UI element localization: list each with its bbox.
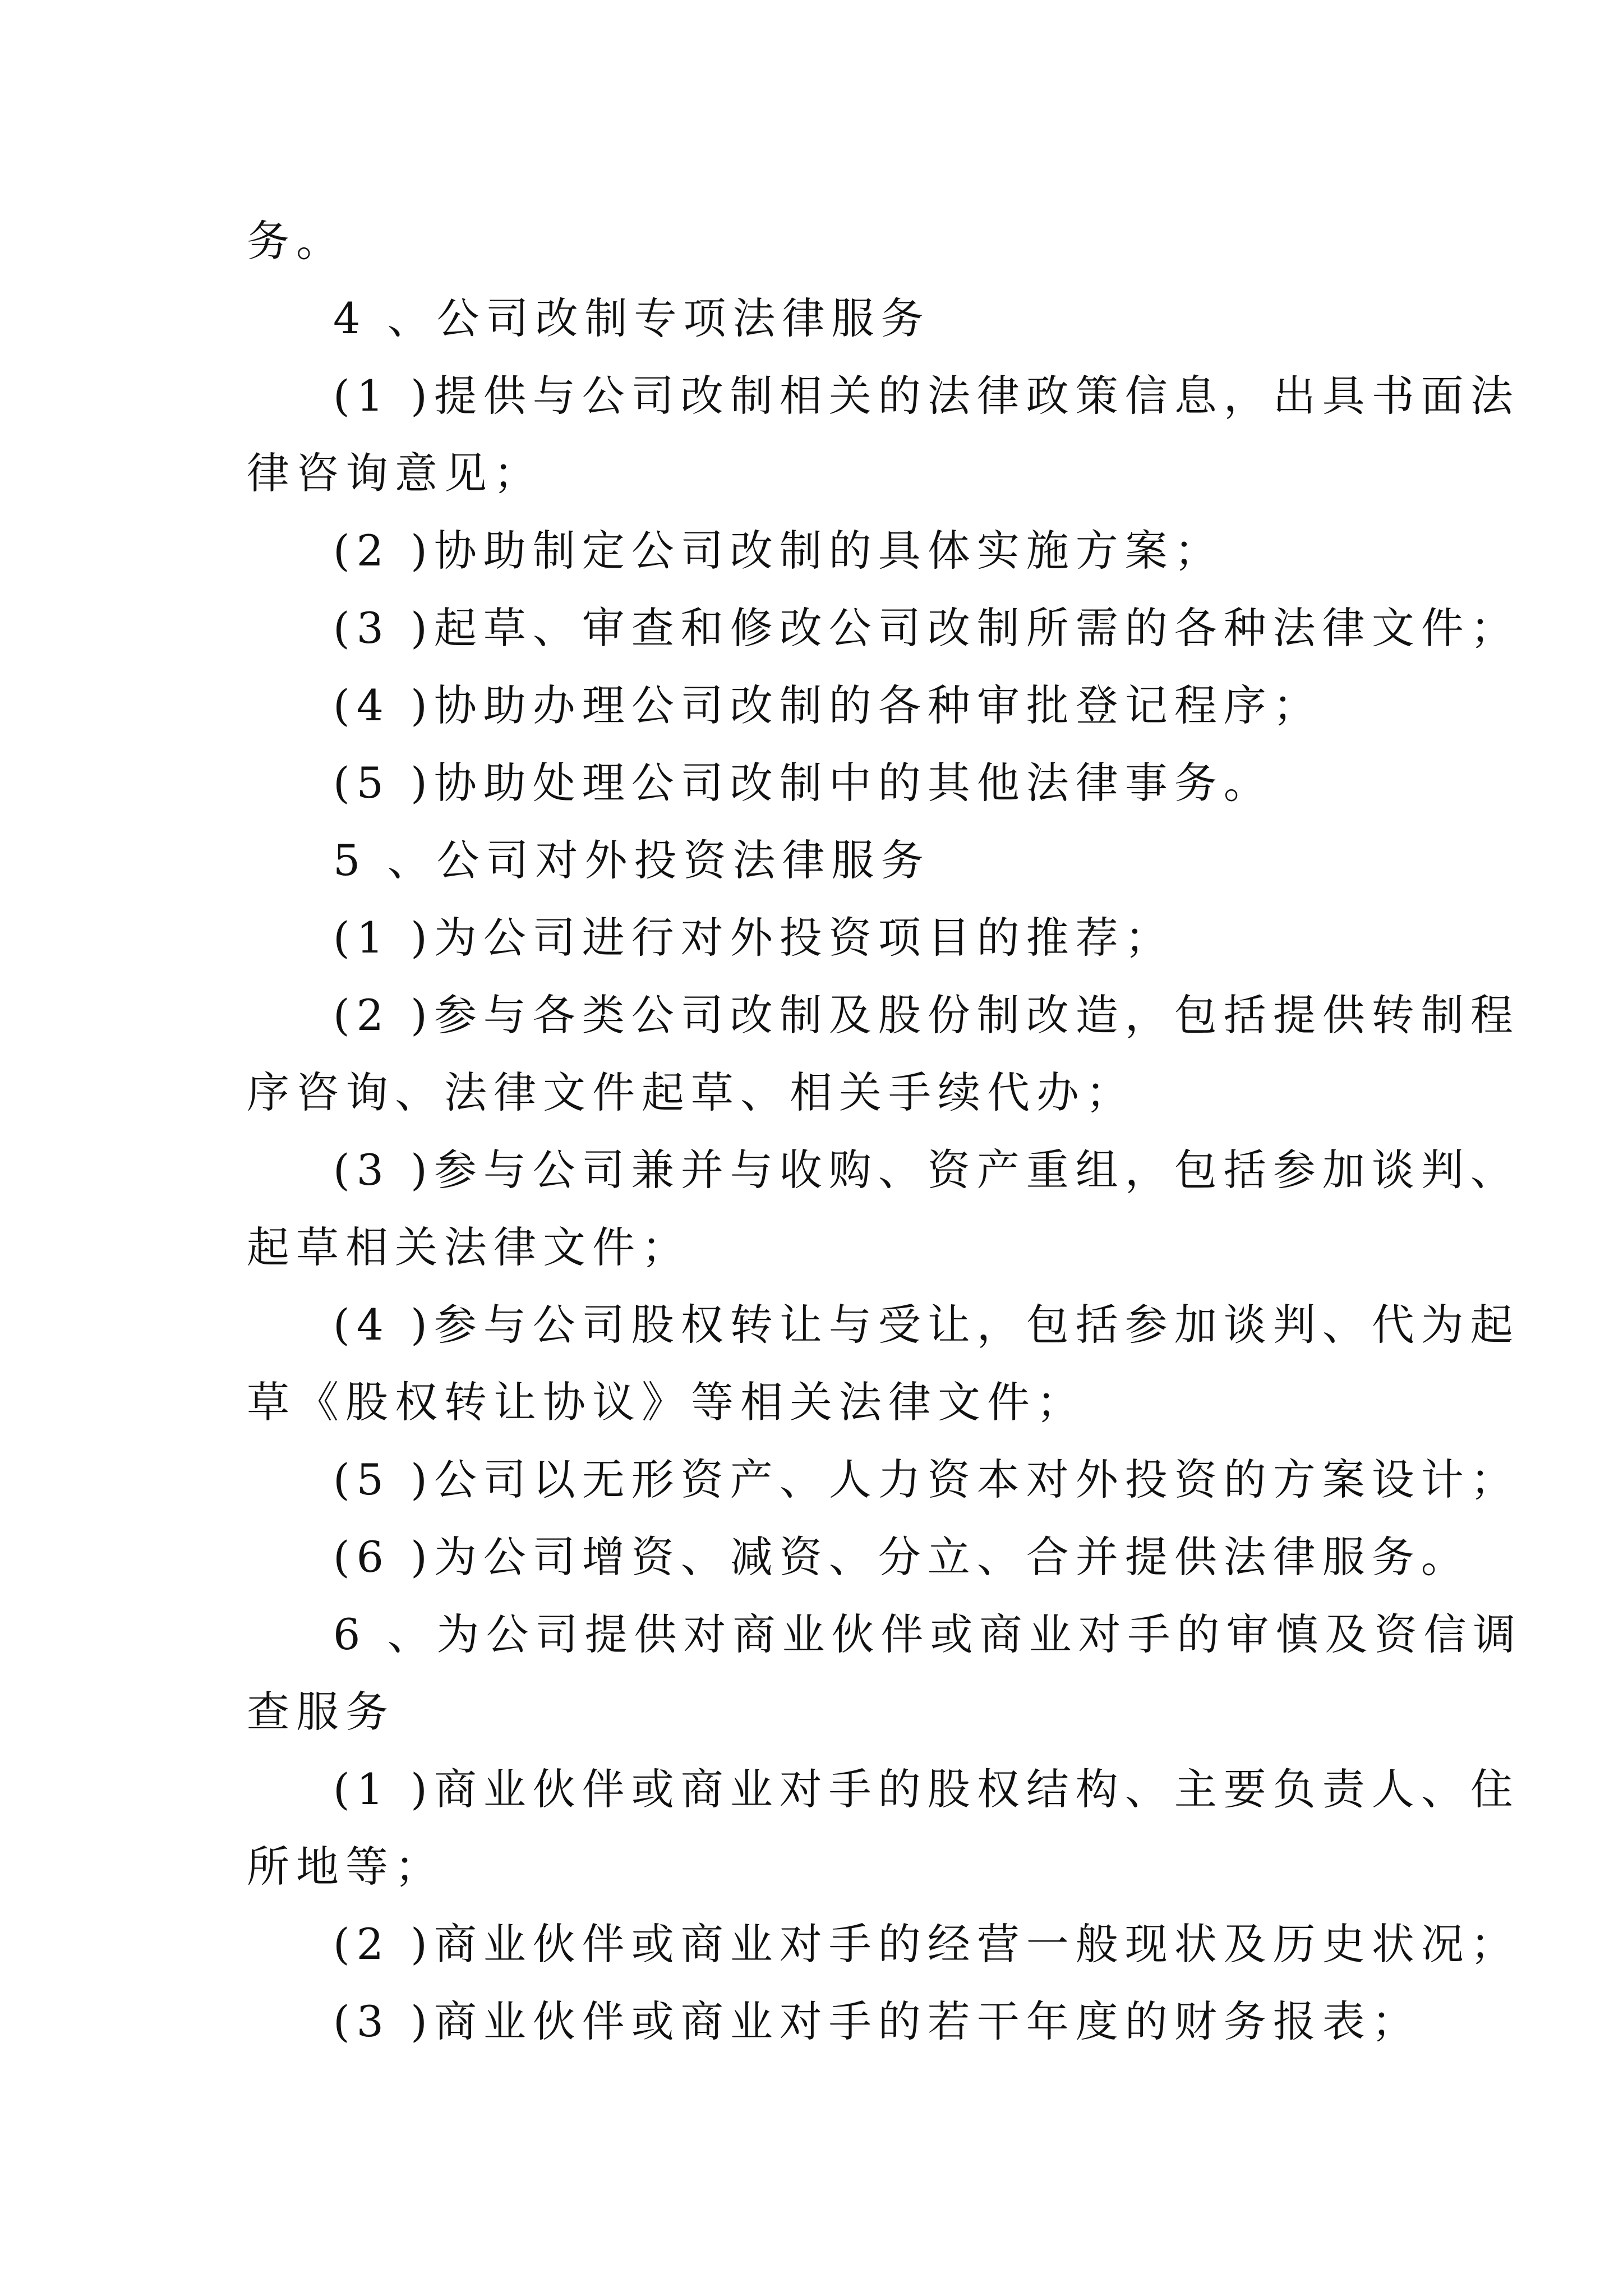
list-item: (1 )为公司进行对外投资项目的推荐；: [333, 913, 1174, 963]
text-line: 起草相关法律文件；: [247, 1222, 691, 1272]
section-heading: 4 、公司改制专项法律服务: [333, 293, 930, 343]
list-item: (3 )商业伙伴或商业对手的若干年度的财务报表；: [333, 1996, 1421, 2046]
list-item: (4 )参与公司股权转让与受让，包括参加谈判、代为起: [333, 1300, 1520, 1350]
text-line: 律咨询意见；: [247, 448, 543, 498]
list-item: (5 )协助处理公司改制中的其他法律事务。: [333, 758, 1273, 808]
list-item: (2 )参与各类公司改制及股份制改造，包括提供转制程: [333, 990, 1520, 1040]
text-line: 查服务: [247, 1687, 395, 1737]
section-heading: 6 、为公司提供对商业伙伴或商业对手的审慎及资信调: [333, 1609, 1523, 1659]
list-item: (3 )参与公司兼并与收购、资产重组，包括参加谈判、: [333, 1145, 1520, 1195]
text-line: 草《股权转让协议》等相关法律文件；: [247, 1377, 1086, 1427]
list-item: (4 )协助办理公司改制的各种审批登记程序；: [333, 680, 1322, 730]
text-line: 务。: [247, 216, 345, 266]
list-item: (6 )为公司增资、减资、分立、合并提供法律服务。: [333, 1532, 1470, 1582]
list-item: (2 )协助制定公司改制的具体实施方案；: [333, 526, 1224, 576]
section-heading: 5 、公司对外投资法律服务: [333, 835, 930, 885]
text-line: 所地等；: [247, 1842, 444, 1892]
text-line: 序咨询、法律文件起草、相关手续代办；: [247, 1068, 1135, 1117]
list-item: (1 )提供与公司改制相关的法律政策信息，出具书面法: [333, 371, 1520, 421]
list-item: (2 )商业伙伴或商业对手的经营一般现状及历史状况；: [333, 1919, 1520, 1969]
list-item: (5 )公司以无形资产、人力资本对外投资的方案设计；: [333, 1455, 1520, 1504]
list-item: (3 )起草、审查和修改公司改制所需的各种法律文件；: [333, 603, 1520, 653]
list-item: (1 )商业伙伴或商业对手的股权结构、主要负责人、住: [333, 1764, 1520, 1814]
